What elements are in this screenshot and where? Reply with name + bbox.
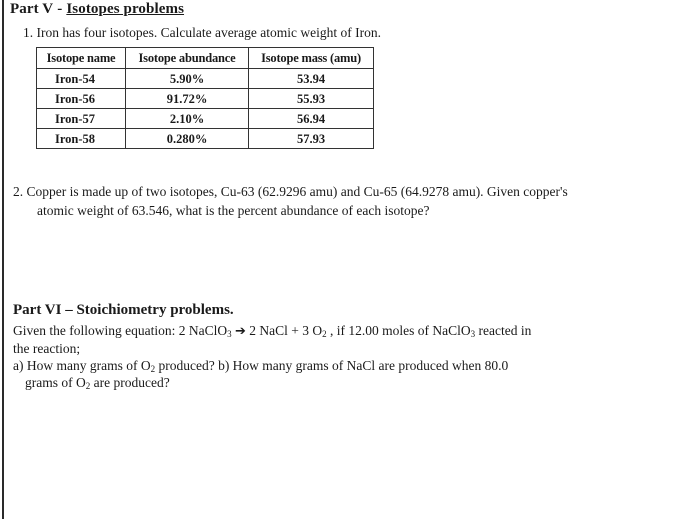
- table-row: [37, 129, 374, 149]
- part6-question-a: [13, 357, 673, 374]
- header-isotope-abundance: Isotope abundance: [126, 48, 249, 69]
- cell-isotope-name: Iron-56: [37, 89, 126, 109]
- cell-isotope-mass: 53.94: [249, 69, 374, 89]
- table-row: [37, 89, 374, 109]
- question-2-line-1: 2. Copper is made up of two isotopes, Cu-63 (62.9296 amu) and Cu-65 (64.9278 amu). Given copper's: [13, 184, 568, 199]
- header-isotope-mass: Isotope mass (amu): [249, 48, 374, 69]
- part5-title: Isotopes problems: [66, 1, 185, 17]
- cell-isotope-name: Iron-57: [37, 109, 126, 129]
- part6-given-equation: [13, 322, 673, 340]
- cell-isotope-mass: 55.93: [249, 89, 374, 109]
- given-suffix: , if 12.00 moles of NaClO: [326, 323, 471, 338]
- cell-isotope-name: Iron-58: [37, 129, 126, 149]
- question-1: 1. Iron has four isotopes. Calculate average atomic weight of Iron.: [23, 25, 382, 40]
- cell-isotope-name: Iron-54: [37, 69, 126, 89]
- question-b-prefix: grams of O: [25, 375, 86, 390]
- subscript: 2: [150, 364, 156, 374]
- cell-isotope-abundance: 2.10%: [126, 109, 249, 129]
- subscript: 3: [470, 329, 476, 339]
- cell-isotope-abundance: 0.280%: [126, 129, 249, 149]
- table-row: [37, 69, 374, 89]
- cell-isotope-abundance: 91.72%: [126, 89, 249, 109]
- part6-question-b-continued: [13, 374, 673, 391]
- question-2-line-2: atomic weight of 63.546, what is the percent abundance of each isotope?: [37, 203, 430, 218]
- products-text: 2 NaCl + 3 O: [245, 323, 323, 338]
- cell-isotope-mass: 56.94: [249, 109, 374, 129]
- isotope-table: [36, 47, 374, 149]
- question-a-suffix: produced? b) How many grams of NaCl are produced when 80.0: [155, 358, 509, 373]
- left-margin-rule: [2, 0, 4, 519]
- part6-heading: Part VI – Stoichiometry problems.: [13, 302, 234, 318]
- subscript: 2: [85, 381, 91, 391]
- cell-isotope-abundance: 5.90%: [126, 69, 249, 89]
- question-a-prefix: a) How many grams of O: [13, 358, 151, 373]
- given-end: reacted in: [475, 323, 532, 338]
- part5-separator: -: [57, 1, 63, 17]
- subscript: 2: [322, 329, 327, 339]
- cell-isotope-mass: 57.93: [249, 129, 374, 149]
- header-isotope-name: Isotope name: [37, 48, 126, 69]
- part5-heading: [10, 1, 184, 18]
- part5-label: Part V: [10, 1, 54, 17]
- question-b-suffix: are produced?: [90, 375, 170, 390]
- question-2: [13, 182, 673, 220]
- table-row: [37, 109, 374, 129]
- arrow-icon: ➔: [234, 324, 246, 339]
- part6-line-2: the reaction;: [13, 341, 81, 356]
- table-header-row: [37, 48, 374, 69]
- subscript: 3: [227, 329, 232, 339]
- given-prefix: Given the following equation: 2 NaClO: [13, 323, 228, 338]
- part6-body: [13, 322, 673, 391]
